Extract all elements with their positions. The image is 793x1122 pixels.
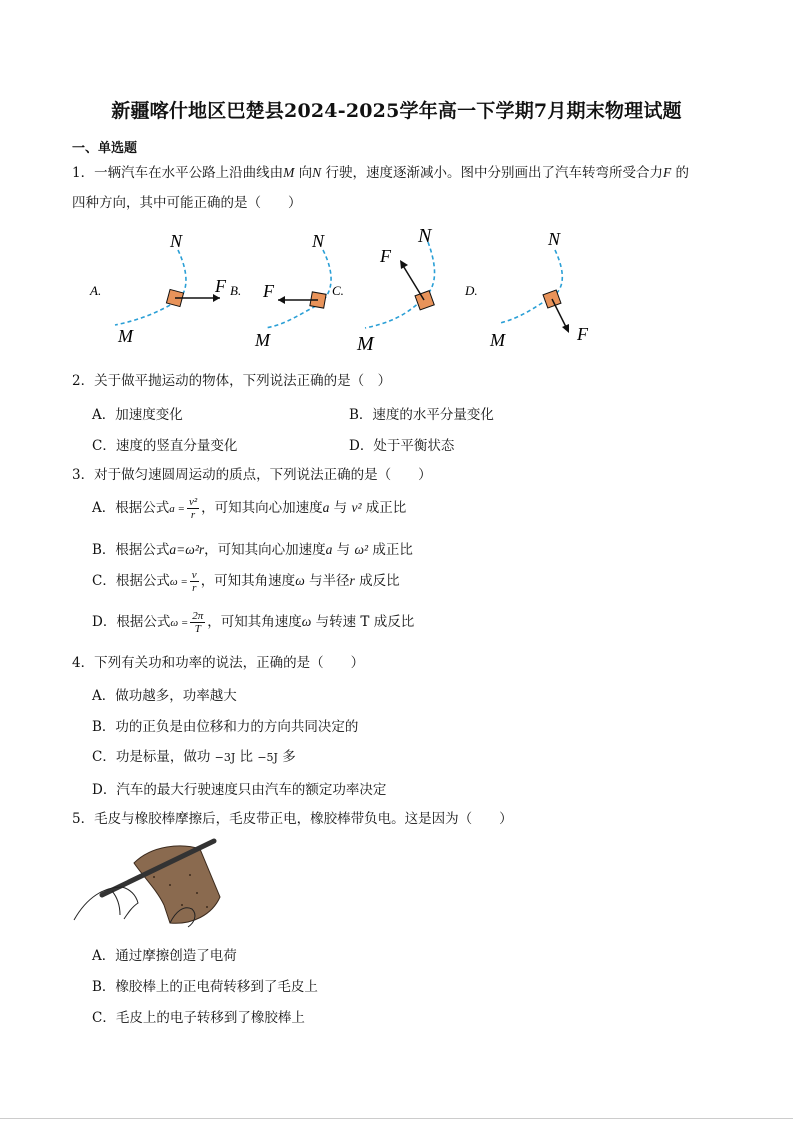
curve-b <box>265 250 331 328</box>
n-label-d: N <box>548 229 561 249</box>
question-3-option-b[interactable]: B．根据公式a=ω²r，可知其向心加速度a 与 ω² 成正比 <box>92 542 413 558</box>
question-4-option-b[interactable]: B．功的正负是由位移和力的方向共同决定的 <box>92 719 359 735</box>
page-bottom-divider <box>0 1118 793 1119</box>
curve-c <box>365 242 435 328</box>
car-box-c <box>415 291 434 310</box>
question-3-option-c[interactable]: C．根据公式ω = $\frac{v}{r}$ ，可知其角速度ω 与半径r 成反比 <box>92 569 400 594</box>
question-1-stem-line2: 四种方向，其中可能正确的是（ ） <box>72 195 302 211</box>
question-2-option-c[interactable]: C．速度的竖直分量变化 <box>92 438 238 454</box>
question-3-stem: 3．对于做匀速圆周运动的质点，下列说法正确的是（ ） <box>72 467 432 483</box>
question-5-figure-fur-and-rod <box>72 835 232 930</box>
question-2-option-b[interactable]: B．速度的水平分量变化 <box>349 407 494 423</box>
question-4-option-d[interactable]: D．汽车的最大行驶速度只由汽车的额定功率决定 <box>92 782 387 798</box>
question-2-option-d[interactable]: D．处于平衡状态 <box>349 438 455 454</box>
m-label-b: M <box>255 330 270 350</box>
force-arrow-c <box>402 264 424 300</box>
question-5-option-b[interactable]: B．橡胶棒上的正电荷转移到了毛皮上 <box>92 979 318 995</box>
option-c-label: C. <box>332 283 344 298</box>
page-title: 新疆喀什地区巴楚县2024-2025学年高一下学期7月期末物理试题 <box>111 100 682 122</box>
question-2-option-a[interactable]: A．加速度变化 <box>92 407 183 423</box>
m-label-a: M <box>118 326 133 346</box>
n-label-a: N <box>170 231 183 251</box>
m-label-c: M <box>357 333 374 355</box>
question-4-option-c[interactable]: C．功是标量，做功 −3J 比 −5J 多 <box>92 749 296 765</box>
f-label-c: F <box>380 246 391 266</box>
question-5-option-a[interactable]: A．通过摩擦创造了电荷 <box>92 948 237 964</box>
question-3-option-d[interactable]: D．根据公式ω = $\frac{2\pi}{T}$ ，可知其角速度ω 与转速 T 成反比 <box>92 610 415 635</box>
option-b-label: B. <box>230 283 242 298</box>
m-label-d: M <box>490 330 505 350</box>
question-1-stem: 1．一辆汽车在水平公路上沿曲线由M 向N 行驶，速度逐渐减小。图中分别画出了汽车转弯所受合力F 的 <box>72 165 689 181</box>
curve-d <box>500 250 562 323</box>
f-label-b: F <box>263 281 274 301</box>
question-1-figure <box>60 220 700 360</box>
section-heading: 一、单选题 <box>72 141 138 156</box>
question-3-option-a[interactable]: A．根据公式a = $\frac{\text{v²}}{r}$ ，可知其向心加速度a 与 v² 成正比 <box>92 496 407 521</box>
option-d-label: D. <box>465 283 478 298</box>
question-5-stem: 5．毛皮与橡胶棒摩擦后，毛皮带正电，橡胶棒带负电。这是因为（ ） <box>72 811 513 827</box>
f-label-d: F <box>577 324 588 344</box>
f-label-a: F <box>215 276 226 296</box>
question-2-stem: 2．关于做平抛运动的物体，下列说法正确的是（ ） <box>72 373 392 389</box>
option-a-label: A. <box>90 283 102 298</box>
question-5-option-c[interactable]: C．毛皮上的电子转移到了橡胶棒上 <box>92 1010 305 1026</box>
force-arrowhead-b <box>278 296 285 304</box>
question-4-option-a[interactable]: A．做功越多，功率越大 <box>92 688 237 704</box>
question-4-stem: 4．下列有关功和功率的说法，正确的是（ ） <box>72 655 365 671</box>
curve-a <box>115 250 186 325</box>
n-label-c: N <box>418 225 432 247</box>
n-label-b: N <box>312 231 325 251</box>
